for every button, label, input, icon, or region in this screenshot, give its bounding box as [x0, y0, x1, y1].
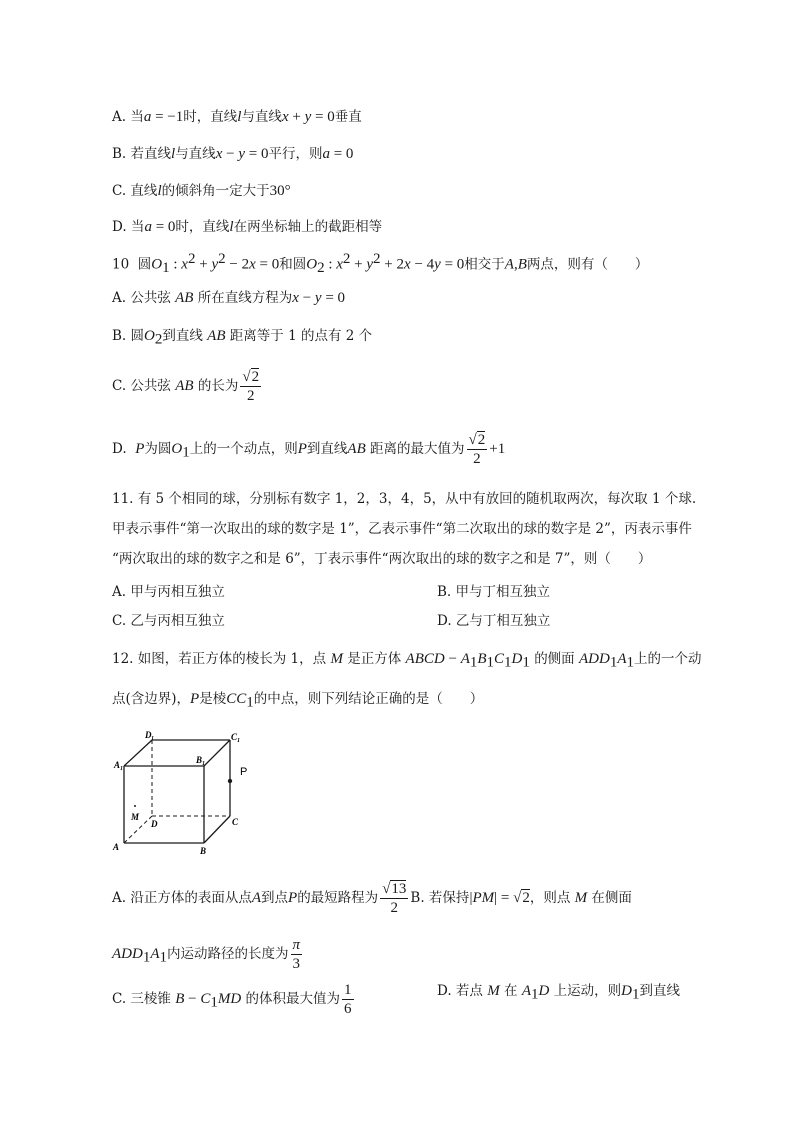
q9-option-b: B. 若直线l与直线x − y = 0平行，则a = 0	[112, 146, 354, 162]
cube-figure	[112, 728, 262, 858]
q10-stem: 10 圆$O_1$ : $x^2 + y^2 - 2x = 0$和圆$O_2$ : $x^2 + y^2 + 2x - 4y = 0$相交于A,B两点，则有（ ）	[112, 251, 649, 277]
label-P: P	[240, 766, 248, 778]
q11-option-c: C. 乙与丙相互独立	[112, 613, 225, 629]
q11-line3: “两次取出的球的数字之和是 6”，丁表示事件“两次取出的球的数字之和是 7”，则（ ）	[112, 551, 652, 567]
q11-option-a: A. 甲与丙相互独立	[112, 584, 225, 600]
q12-option-a: A. 沿正方体的表面从点A到点P的最短路程为 $\frac{√13}{2}$ B. 若保持|PM| = √2，则点 M 在侧面	[112, 881, 632, 916]
label-A: A	[113, 842, 120, 852]
q12-option-b-cont: $ADD_1A_1$内运动路径的长度为 $\frac{\pi}{3}$	[112, 937, 301, 972]
q9-option-d: D. 当a = 0时，直线l在两坐标轴上的截距相等	[112, 219, 383, 235]
q10-option-a: A. 公共弦 AB 所在直线方程为x − y = 0	[112, 290, 346, 306]
label-C: C	[232, 817, 239, 827]
label-A1-sub: 1	[120, 766, 123, 772]
label-D1: D	[145, 730, 152, 740]
q12-stem-line2: 点(含边界)，P是棱$CC_1$的中点，则下列结论正确的是（ ）	[112, 691, 484, 711]
q10-option-b: B. 圆$O_2$到直线 AB 距离等于 1 的点有 2 个	[112, 328, 373, 348]
label-D1-sub: 1	[151, 736, 154, 742]
label-B: B	[200, 846, 207, 856]
label-C1-sub: 1	[237, 738, 240, 744]
label-B1: B	[196, 755, 203, 765]
q12-stem-line1: 12. 如图，若正方体的棱长为 1，点 M 是正方体 ABCD − $A_1B_1C_1D_1$ 的侧面 $ADD_1A_1$上的一个动	[112, 651, 702, 671]
q9-option-c: C. 直线l的倾斜角一定大于30°	[112, 183, 291, 199]
label-B1-sub: 1	[202, 761, 205, 767]
label-D: D	[151, 819, 158, 829]
q11-option-b: B. 甲与丁相互独立	[437, 584, 551, 600]
q12-option-c: C. 三棱锥 $B - C_1MD$ 的体积最大值为 $\frac{1}{6}$	[112, 982, 352, 1017]
q11-line2: 甲表示事件“第一次取出的球的数字是 1”，乙表示事件“第二次取出的球的数字是 2”，丙表示事件	[112, 521, 692, 537]
q9-option-a: A. 当a = −1时，直线l与直线x + y = 0垂直	[112, 109, 362, 125]
q12-option-d: D. 若点 M 在 $A_1D$ 上运动，则$D_1$到直线	[437, 983, 680, 1003]
q10-option-d: D. P为圆$O_1$上的一个动点，则P到直线AB 距离的最大值为 $\frac{√2}{2}$ +1	[112, 432, 506, 467]
label-M: M	[131, 812, 140, 822]
label-C1: C	[231, 732, 238, 742]
q11-line1: 11. 有 5 个相同的球，分别标有数字 1，2，3，4，5，从中有放回的随机取两次，每次取 1 个球.	[112, 491, 697, 507]
label-A1: A	[114, 760, 121, 770]
q11-option-d: D. 乙与丁相互独立	[437, 613, 551, 629]
q10-option-c: C. 公共弦 AB 的长为 $\frac{√2}{2}$	[112, 369, 260, 404]
